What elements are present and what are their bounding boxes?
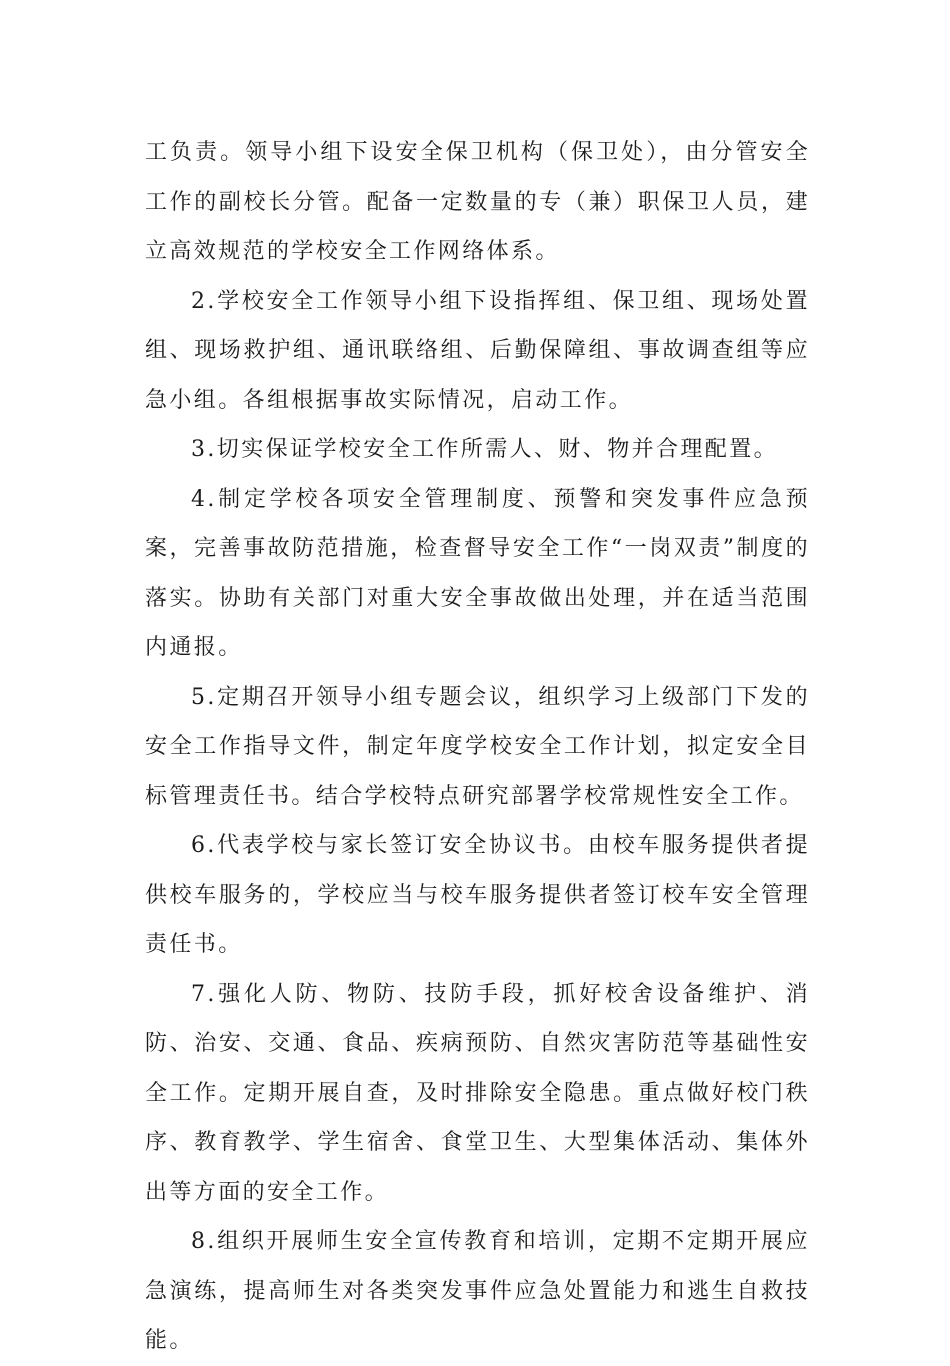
paragraph-item-2: 2.学校安全工作领导小组下设指挥组、保卫组、现场处置组、现场救护组、通讯联络组、后勤保障组、事故调查组等应急小组。各组根据事故实际情况，启动工作。	[145, 288, 810, 413]
paragraph-item-6: 6.代表学校与家长签订安全协议书。由校车服务提供者提供校车服务的，学校应当与校车服务提供者签订校车安全管理责任书。	[145, 833, 810, 957]
document-body	[145, 128, 810, 1366]
paragraph-item-8: 8.组织开展师生安全宣传教育和培训，定期不定期开展应急演练，提高师生对各类突发事件应急处置能力和逃生自救技能。	[145, 1229, 810, 1353]
paragraph-item-3: 3.切实保证学校安全工作所需人、财、物并合理配置。	[191, 437, 778, 462]
paragraph-continuation: 工负责。领导小组下设安全保卫机构（保卫处），由分管安全工作的副校长分管。配备一定数量的专（兼）职保卫人员，建立高效规范的学校安全工作网络体系。	[145, 140, 810, 264]
paragraph-item-4: 4.制定学校各项安全管理制度、预警和突发事件应急预案，完善事故防范措施，检查督导安全工作“一岗双责”制度的落实。协助有关部门对重大安全事故做出处理，并在适当范围内通报。	[145, 486, 810, 660]
paragraph-item-7: 7.强化人防、物防、技防手段，抓好校舍设备维护、消防、治安、交通、食品、疾病预防、自然灾害防范等基础性安全工作。定期开展自查，及时排除安全隐患。重点做好校门秩序、教育教学、学生宿舍、食堂卫生、大型集体活动、集体外出等方面的安全工作。	[145, 981, 810, 1205]
paragraph-item-5: 5.定期召开领导小组专题会议，组织学习上级部门下发的安全工作指导文件，制定年度学校安全工作计划，拟定安全目标管理责任书。结合学校特点研究部署学校常规性安全工作。	[145, 684, 810, 809]
